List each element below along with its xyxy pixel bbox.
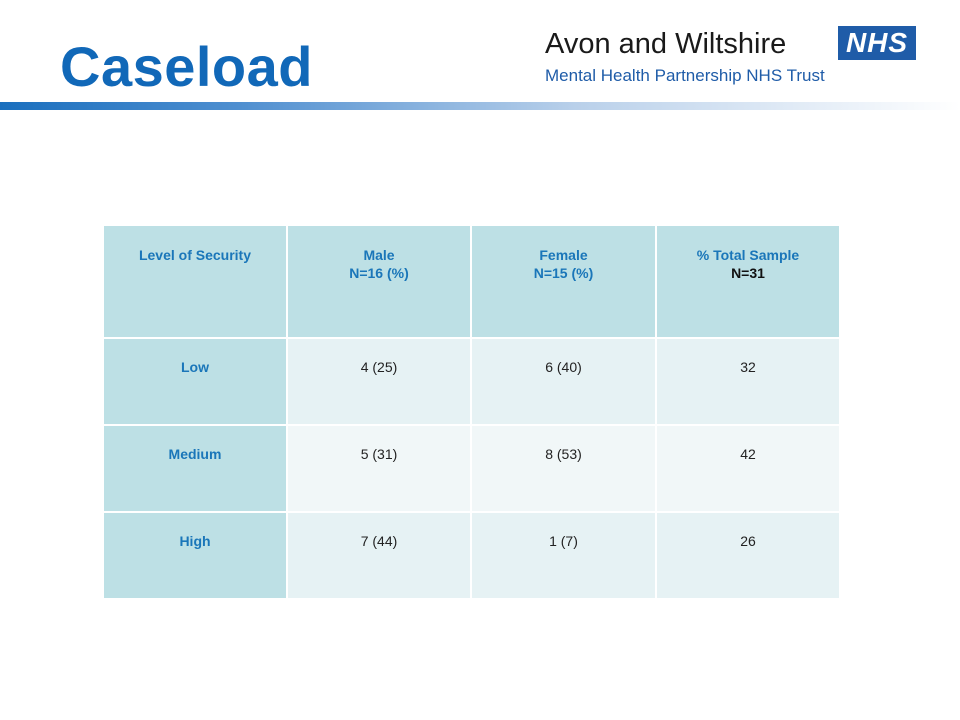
cell-female: 8 (53) <box>471 425 656 512</box>
table-row <box>103 338 840 425</box>
header-label: Level of Security <box>138 247 252 263</box>
cell-male: 4 (25) <box>287 338 471 425</box>
logo-organisation: Avon and Wiltshire <box>545 28 787 60</box>
header-level-of-security <box>103 225 287 338</box>
header-female <box>471 225 656 338</box>
cell-male: 7 (44) <box>287 512 471 599</box>
table-header-row <box>103 225 840 338</box>
header-label: % Total Sample <box>696 247 800 263</box>
header-label: Female <box>539 247 588 263</box>
nhs-badge: NHS <box>838 26 916 60</box>
row-level: Low <box>103 338 287 425</box>
table-row <box>103 512 840 599</box>
row-level: Medium <box>103 425 287 512</box>
cell-female: 1 (7) <box>471 512 656 599</box>
header-total-sample <box>656 225 840 338</box>
slide-title: Caseload <box>60 35 313 98</box>
header-male <box>287 225 471 338</box>
cell-total: 32 <box>656 338 840 425</box>
cell-female: 6 (40) <box>471 338 656 425</box>
title-divider <box>0 102 960 110</box>
header-sublabel: N=15 (%) <box>533 265 594 281</box>
logo-trust-name: Mental Health Partnership NHS Trust <box>545 66 825 85</box>
header-sublabel: N=16 (%) <box>349 265 409 281</box>
cell-total: 42 <box>656 425 840 512</box>
row-level: High <box>103 512 287 599</box>
caseload-table <box>102 224 841 600</box>
table-row <box>103 425 840 512</box>
header-sublabel: N=31 <box>731 265 765 281</box>
cell-male: 5 (31) <box>287 425 471 512</box>
header-label: Male <box>363 247 395 263</box>
cell-total: 26 <box>656 512 840 599</box>
trust-logo <box>545 26 917 88</box>
